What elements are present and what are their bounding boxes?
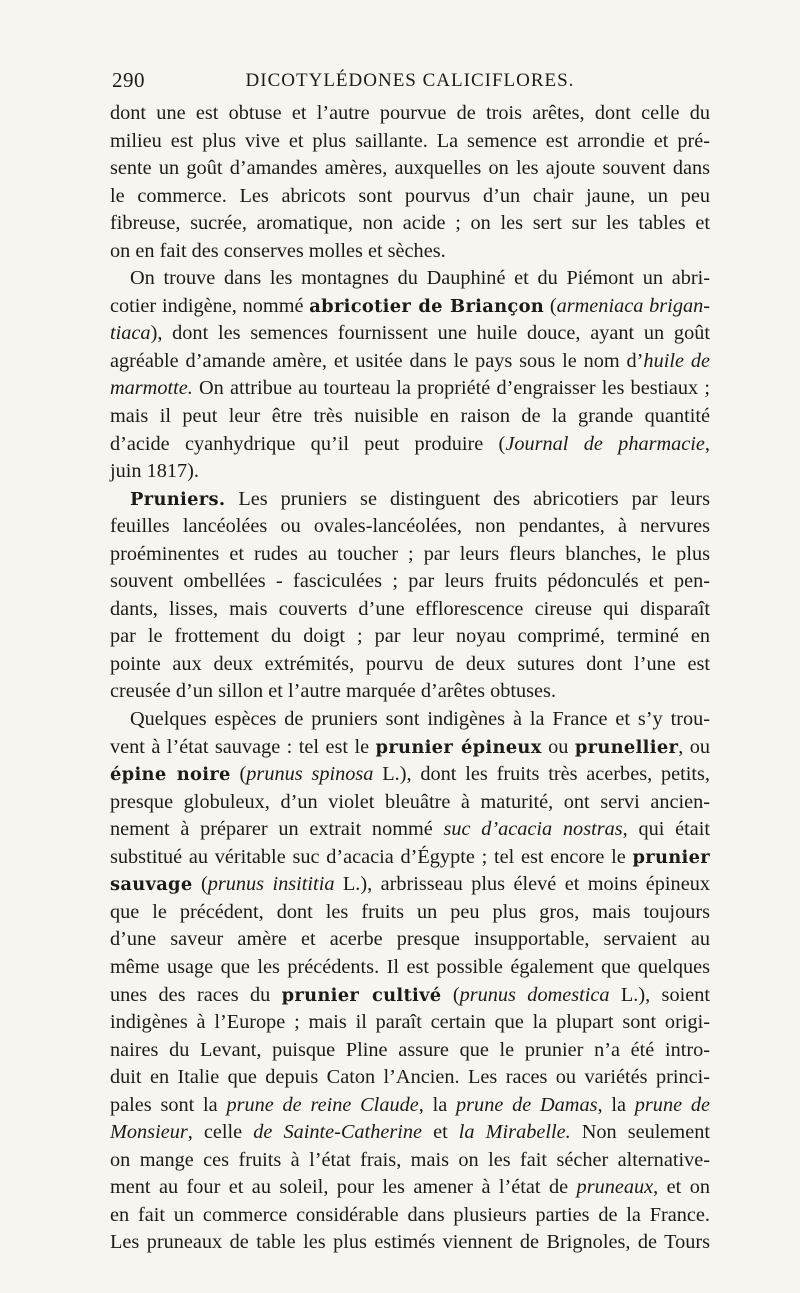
text-run: souvent ombellées - fasciculées ; par leurs fruits pédonculés et pen-	[110, 570, 710, 593]
text-run: Les pruniers se distinguent des abricotiers par leurs	[225, 487, 710, 510]
text-line	[110, 293, 710, 321]
text-line	[110, 128, 710, 156]
text-line	[110, 706, 710, 734]
text-run: L.), dont les fruits très acerbes, petits,	[373, 763, 710, 786]
page-header	[110, 68, 710, 96]
text-run: et	[422, 1121, 459, 1144]
italic-term: prune de reine Claude	[226, 1093, 419, 1116]
text-run: , la	[597, 1093, 635, 1116]
text-run: ,	[704, 432, 710, 455]
text-line	[110, 1009, 710, 1037]
text-run: proéminentes et rudes au toucher ; par leurs fleurs blanches, le plus	[110, 542, 710, 565]
text-line	[110, 155, 710, 183]
text-line	[110, 596, 710, 624]
text-run: feuilles lancéolées ou ovales-lancéolées, non pendantes, à nervures	[110, 515, 710, 538]
text-line	[110, 844, 710, 872]
text-line	[110, 816, 710, 844]
text-run: pointe aux deux extrémités, pourvu de deux sutures dont l’une est	[110, 652, 710, 675]
italic-term: prunus domestica	[459, 983, 610, 1006]
text-run: , qui était	[622, 818, 710, 841]
text-line	[110, 871, 710, 899]
text-run: par le frottement du doigt ; par leur noyau comprimé, terminé en	[110, 625, 710, 648]
text-line	[110, 789, 710, 817]
text-line	[110, 1064, 710, 1092]
text-run: indigènes à l’Europe ; mais il paraît certain que la plupart sont origi-	[110, 1011, 710, 1034]
text-run: vent à l’état sauvage : tel est le	[110, 735, 376, 758]
text-line	[110, 348, 710, 376]
text-run: fibreuse, sucrée, aromatique, non acide ; on les sert sur les tables et	[110, 212, 710, 235]
italic-term: prune de Damas	[456, 1093, 598, 1116]
text-line	[110, 1147, 710, 1175]
text-line	[110, 926, 710, 954]
bold-term: Pruniers.	[130, 488, 226, 510]
text-run: Non seulement	[570, 1121, 710, 1144]
text-run: dont une est obtuse et l’autre pourvue de trois arêtes, dont celle du	[110, 102, 710, 124]
bold-term: épine noire	[110, 764, 231, 786]
text-line	[110, 238, 710, 266]
text-line	[110, 403, 710, 431]
text-line	[110, 320, 710, 348]
page-number: 290	[112, 68, 145, 92]
italic-term: tiaca	[110, 322, 151, 345]
text-run: L.), soient	[609, 983, 711, 1006]
text-line	[110, 265, 710, 293]
text-run: pales sont la	[110, 1093, 227, 1116]
text-run: même usage que les précédents. Il est possible également que quelques	[110, 955, 710, 978]
text-run: (	[192, 873, 208, 896]
italic-term: prunus spinosa	[246, 763, 374, 786]
italic-term: Monsieur	[110, 1121, 188, 1144]
text-run: mais il peut leur être très nuisible en raison de la grande quantité	[110, 405, 710, 428]
text-run: substitué au véritable suc d’acacia d’Égypte ; tel est encore le	[110, 845, 633, 868]
text-run: le commerce. Les abricots sont pourvus d’un chair jaune, un peu	[110, 184, 710, 207]
text-line	[110, 210, 710, 238]
text-run: agréable d’amande amère, et usitée dans le pays sous le nom d’	[110, 349, 644, 372]
text-run: milieu est plus vive et plus saillante. La semence est arrondie et pré-	[110, 129, 710, 152]
text-line	[110, 982, 710, 1010]
text-line	[110, 651, 710, 679]
running-title: DICOTYLÉDONES CALICIFLORES.	[245, 70, 575, 91]
text-run: dants, lisses, mais couverts d’une efflorescence cireuse qui disparaît	[110, 597, 710, 620]
text-run: que le précédent, dont les fruits un peu plus gros, mais toujours	[110, 900, 710, 923]
text-run: nement à préparer un extrait nommé	[110, 818, 444, 841]
text-line	[110, 761, 710, 789]
text-run: Les pruneaux de table les plus estimés viennent de Brignoles, de Tours	[110, 1231, 710, 1254]
text-line	[110, 183, 710, 211]
text-run: , et on	[653, 1176, 710, 1199]
text-run: ), dont les semences fournissent une huile douce, ayant un goût	[150, 322, 710, 345]
text-run: d’une saveur amère et acerbe presque insupportable, servaient au	[110, 928, 710, 951]
text-run: on mange ces fruits à l’état frais, mais on les fait sécher alternative-	[110, 1148, 710, 1171]
text-line	[110, 1119, 710, 1147]
italic-term: pruneaux	[576, 1176, 654, 1199]
text-line	[110, 1229, 710, 1257]
text-line	[110, 1174, 710, 1202]
text-line	[110, 568, 710, 596]
italic-term: suc d’acacia nostras	[443, 818, 623, 841]
text-line	[110, 375, 710, 403]
text-line	[110, 513, 710, 541]
text-line	[110, 541, 710, 569]
text-line	[110, 623, 710, 651]
text-line	[110, 100, 710, 128]
text-run: On trouve dans les montagnes du Dauphiné et du Piémont un abri-	[130, 267, 710, 290]
text-line	[110, 458, 710, 486]
text-line	[110, 486, 710, 514]
text-run: , ou	[678, 735, 710, 758]
text-run: Quelques espèces de pruniers sont indigènes à la France et s’y trou-	[130, 708, 710, 731]
text-run: d’acide cyanhydrique qu’il peut produire (	[110, 432, 506, 455]
text-line	[110, 1037, 710, 1065]
text-run: presque globuleux, d’un violet bleuâtre à maturité, ont servi ancien-	[110, 790, 710, 813]
text-line	[110, 1202, 710, 1230]
text-run: cotier indigène, nommé	[110, 294, 310, 317]
text-run: on en fait des conserves molles et sèches.	[110, 239, 446, 262]
text-line	[110, 899, 710, 927]
italic-term: de Sainte-Catherine	[253, 1121, 423, 1144]
text-run: L.), arbrisseau plus élevé et moins épineux	[334, 873, 710, 896]
body-text	[110, 100, 710, 1257]
text-run: juin 1817).	[110, 460, 200, 483]
text-line	[110, 734, 710, 762]
text-run: , la	[418, 1093, 457, 1116]
italic-term: Journal de pharmacie	[505, 432, 705, 455]
italic-term: armeniaca brigan-	[556, 294, 710, 317]
italic-term: huile de	[643, 349, 710, 372]
text-run: (	[441, 983, 460, 1006]
text-line	[110, 678, 710, 706]
text-run: (	[230, 763, 247, 786]
bold-term: abricotier de Briançon	[309, 295, 545, 317]
text-run: ou	[541, 735, 575, 758]
text-run: duit en Italie que depuis Caton l’Ancien. Les races ou variétés princi-	[110, 1066, 710, 1089]
book-page	[110, 68, 710, 1257]
italic-term: prune de	[634, 1093, 710, 1116]
bold-term: prunier cultivé	[281, 984, 442, 1006]
bold-term: prunier épineux	[375, 736, 542, 758]
text-line	[110, 1092, 710, 1120]
text-run: (	[544, 294, 557, 317]
text-run: , celle	[187, 1121, 254, 1144]
italic-term: marmotte.	[110, 377, 193, 400]
italic-term: la Mirabelle.	[458, 1121, 571, 1144]
text-run: unes des races du	[110, 983, 282, 1006]
text-run: On attribue au tourteau la propriété d’engraisser les bestiaux ;	[192, 377, 710, 400]
text-run: naires du Levant, puisque Pline assure que le prunier n’a été intro-	[110, 1038, 710, 1061]
bold-term: prunellier	[574, 736, 679, 758]
text-run: creusée d’un sillon et l’autre marquée d’arêtes obtuses.	[110, 680, 557, 703]
italic-term: prunus insititia	[207, 873, 335, 896]
text-run: ment au four et au soleil, pour les amener à l’état de	[110, 1176, 577, 1199]
text-line	[110, 431, 710, 459]
text-line	[110, 954, 710, 982]
bold-term: sauvage	[110, 874, 193, 896]
bold-term: prunier	[632, 846, 710, 868]
text-run: sente un goût d’amandes amères, auxquelles on les ajoute souvent dans	[110, 157, 710, 180]
text-run: en fait un commerce considérable dans plusieurs parties de la France.	[110, 1203, 710, 1226]
